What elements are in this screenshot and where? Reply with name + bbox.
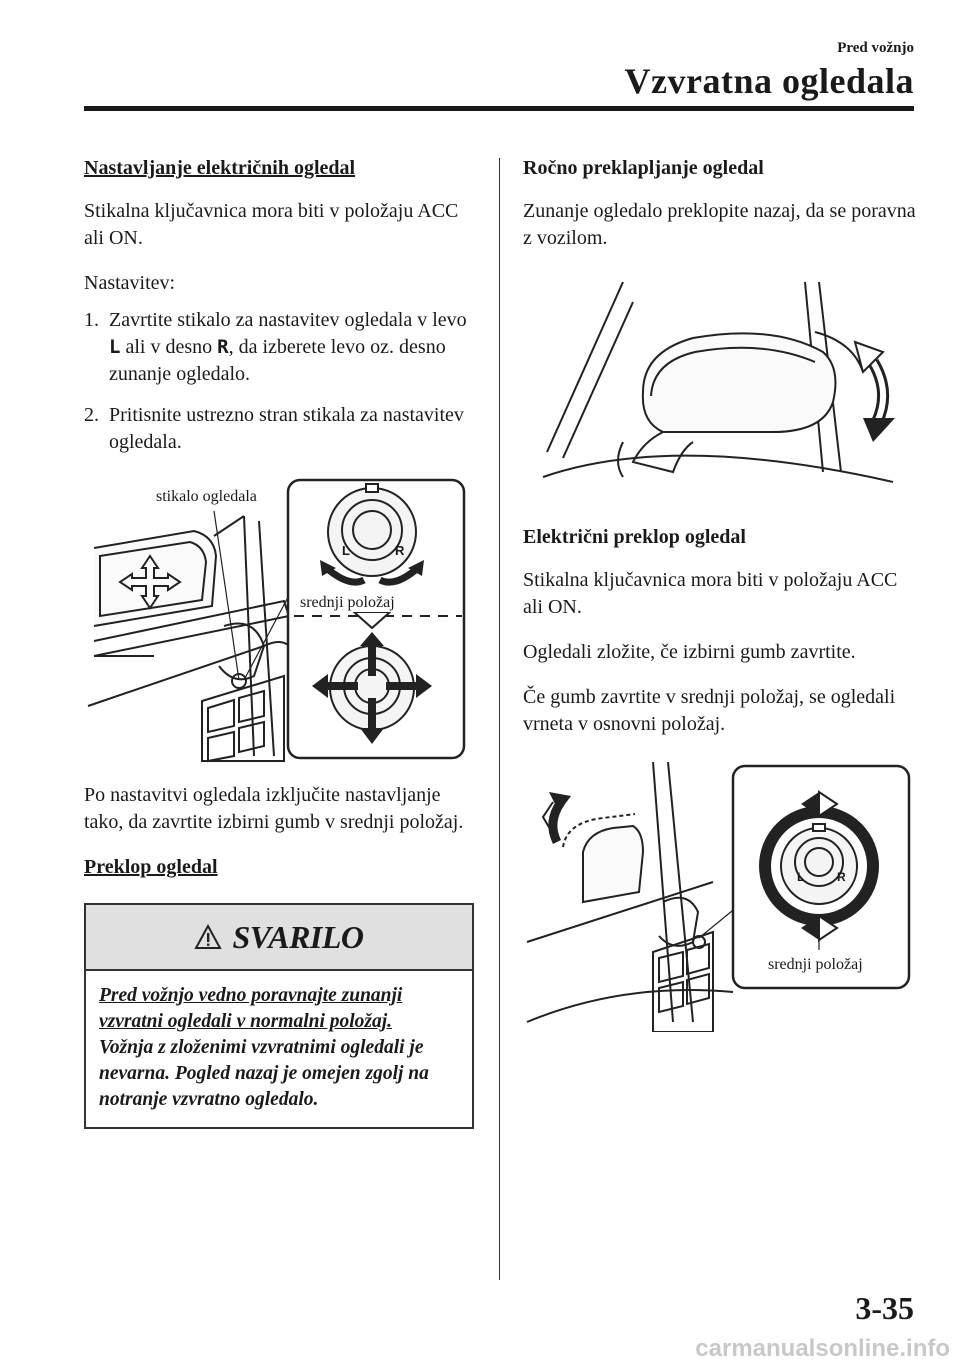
- left-selector-glyph: L: [109, 336, 121, 358]
- heading-manual-fold: Ročno preklapljanje ogledal: [523, 157, 764, 179]
- left-column: [84, 155, 474, 1129]
- header-section: Pred vožnjo: [837, 40, 914, 56]
- para-after-adjust: Po nastavitvi ogledala izključite nastavljanje tako, da zavrtite izbirni gumb v srednji položaj.: [84, 784, 464, 833]
- para-center: Če gumb zavrtite v srednji položaj, se ogledali vrneta v osnovni položaj.: [523, 686, 896, 735]
- fig1-label-switch: stikalo ogledala: [156, 488, 257, 505]
- para-manual-fold: Zunanje ogledalo preklopite nazaj, da se poravna z vozilom.: [523, 200, 916, 249]
- para-ignition: Stikalna ključavnica mora biti v položaju ACC ali ON.: [84, 200, 459, 249]
- figure-manual-fold: [523, 272, 913, 502]
- step-2: 2. Pritisnite ustrezno stran stikala za nastavitev ogledala.: [84, 404, 464, 453]
- step-1: 1. Zavrtite stikalo za nastavitev ogledala v levo L ali v desno R, da izberete levo oz. desno zunanje ogledalo.: [84, 309, 467, 385]
- figure-electric-fold: [523, 762, 913, 1032]
- manual-fold-illustration: [523, 272, 913, 502]
- header-rule: [84, 106, 914, 111]
- warning-title: SVARILO: [232, 918, 364, 955]
- knob-label-l: L: [797, 870, 805, 884]
- warning-triangle-icon: [194, 924, 222, 950]
- para-setup: Nastavitev:: [84, 272, 176, 294]
- page-number: 3-35: [855, 1290, 914, 1326]
- column-divider: [499, 158, 500, 1280]
- warning-line-3: Vožnja z zloženimi vzvratnimi ogledali je nevarna. Pogled nazaj je omejen zgolj na notranje vzvratno ogledalo.: [99, 1037, 429, 1110]
- fig1-label-center: srednji položaj: [300, 594, 395, 611]
- knob-label-r: R: [395, 543, 405, 558]
- para-electric-ignition: Stikalna ključavnica mora biti v položaju ACC ali ON.: [523, 569, 898, 618]
- step-number: 1.: [84, 309, 99, 331]
- watermark: carmanualsonline.info: [695, 1335, 950, 1362]
- mirror-switch-illustration: [84, 476, 474, 764]
- warning-body: [86, 971, 472, 1127]
- right-selector-glyph: R: [217, 336, 229, 358]
- heading-electric-fold: Električni preklop ogledal: [523, 526, 746, 548]
- right-column: [523, 155, 918, 1032]
- electric-fold-illustration: [523, 762, 913, 1032]
- step-number: 2.: [84, 404, 99, 426]
- warning-line-1: Pred vožnjo vedno poravnajte zunanji: [99, 985, 403, 1006]
- para-fold: Ogledali zložite, če izbirni gumb zavrtite.: [523, 641, 856, 663]
- fig3-label-center: srednji položaj: [768, 956, 863, 973]
- warning-line-2: vzvratni ogledali v normalni položaj.: [99, 1011, 393, 1032]
- figure-mirror-switch: [84, 476, 474, 764]
- heading-adjust-mirrors: Nastavljanje električnih ogledal: [84, 157, 356, 179]
- warning-box: [84, 903, 474, 1129]
- warning-header: [86, 905, 472, 971]
- knob-label-r: R: [837, 870, 846, 884]
- heading-fold-mirrors: Preklop ogledal: [84, 856, 218, 878]
- knob-label-l: L: [342, 543, 350, 558]
- header-title: Vzvratna ogledala: [624, 61, 914, 101]
